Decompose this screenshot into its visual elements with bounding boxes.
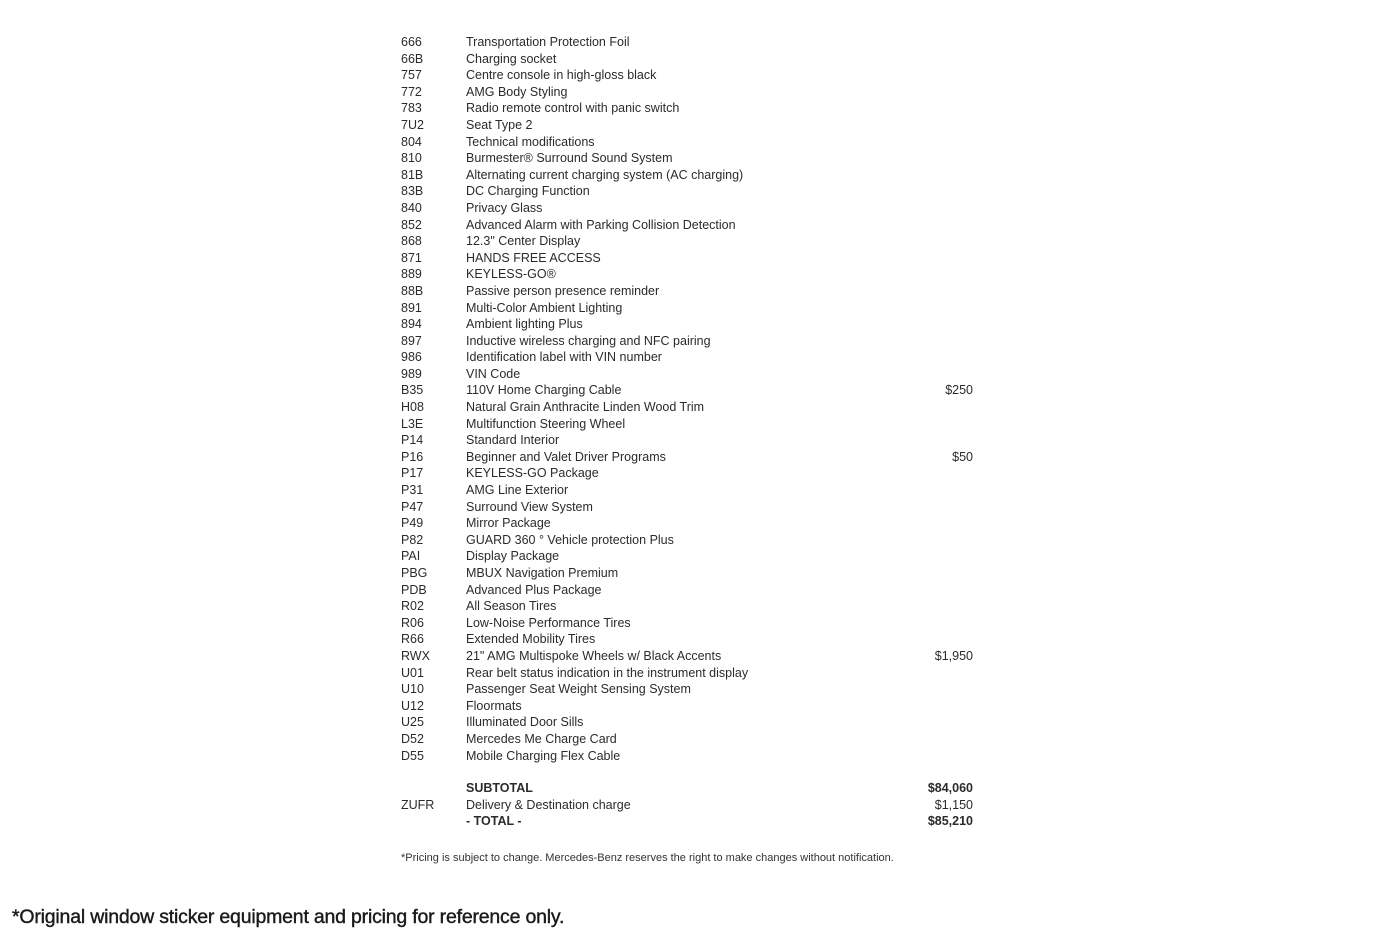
option-code: L3E bbox=[401, 416, 424, 431]
option-description: Radio remote control with panic switch bbox=[466, 101, 680, 116]
option-description: Mirror Package bbox=[466, 516, 551, 531]
option-description: Ambient lighting Plus bbox=[466, 317, 583, 332]
option-code: U12 bbox=[401, 698, 424, 713]
option-code: 666 bbox=[401, 35, 422, 49]
option-description: Delivery & Destination charge bbox=[466, 797, 631, 812]
option-code: RWX bbox=[401, 648, 430, 663]
option-row bbox=[401, 665, 976, 682]
option-code: U10 bbox=[401, 682, 424, 697]
option-row bbox=[401, 183, 976, 200]
option-description: Extended Mobility Tires bbox=[466, 632, 596, 647]
option-code: D52 bbox=[401, 731, 424, 746]
option-code: 810 bbox=[401, 151, 422, 166]
option-description: Mercedes Me Charge Card bbox=[466, 731, 617, 746]
option-row bbox=[401, 548, 976, 565]
option-description: Multi-Color Ambient Lighting bbox=[466, 300, 623, 315]
option-row bbox=[401, 117, 976, 134]
option-row bbox=[401, 499, 976, 516]
option-description: - TOTAL - bbox=[466, 814, 522, 829]
option-code: 772 bbox=[401, 84, 422, 99]
option-code: R66 bbox=[401, 632, 424, 647]
reference-note: *Original window sticker equipment and pricing for reference only. bbox=[12, 906, 565, 928]
option-code: 868 bbox=[401, 234, 422, 249]
option-row bbox=[401, 465, 976, 482]
option-row bbox=[401, 217, 976, 234]
option-code: 804 bbox=[401, 134, 422, 149]
option-row bbox=[401, 515, 976, 532]
option-description: Beginner and Valet Driver Programs bbox=[466, 449, 666, 464]
option-code: P31 bbox=[401, 483, 424, 498]
option-code: 891 bbox=[401, 300, 422, 315]
option-row bbox=[401, 283, 976, 300]
option-description: Inductive wireless charging and NFC pairing bbox=[466, 333, 711, 348]
option-description: Surround View System bbox=[466, 499, 593, 514]
option-code: 757 bbox=[401, 68, 422, 83]
option-row bbox=[401, 449, 976, 466]
option-row bbox=[401, 648, 976, 665]
option-price: $50 bbox=[952, 449, 973, 464]
option-description: SUBTOTAL bbox=[466, 781, 533, 796]
option-row bbox=[401, 100, 976, 117]
option-code: U25 bbox=[401, 715, 424, 730]
option-description: All Season Tires bbox=[466, 599, 557, 614]
option-description: Natural Grain Anthracite Linden Wood Trim bbox=[466, 400, 705, 415]
option-code: 871 bbox=[401, 250, 422, 265]
option-row bbox=[401, 34, 976, 51]
option-description: MBUX Navigation Premium bbox=[466, 566, 619, 580]
option-code: P14 bbox=[401, 433, 424, 448]
option-code: ZUFR bbox=[401, 797, 435, 812]
option-row bbox=[401, 731, 976, 748]
option-row bbox=[401, 532, 976, 549]
option-code: 7U2 bbox=[401, 117, 424, 132]
option-description: AMG Line Exterior bbox=[466, 483, 569, 498]
option-description: VIN Code bbox=[466, 366, 521, 381]
option-row bbox=[401, 681, 976, 698]
option-code: 81B bbox=[401, 167, 424, 182]
option-row bbox=[401, 200, 976, 217]
option-price: $84,060 bbox=[927, 781, 973, 796]
option-code: 894 bbox=[401, 317, 422, 332]
option-row bbox=[401, 266, 976, 283]
option-description: Illuminated Door Sills bbox=[466, 715, 584, 730]
option-row bbox=[401, 316, 976, 333]
option-description: DC Charging Function bbox=[466, 184, 590, 199]
option-code: 897 bbox=[401, 333, 422, 348]
option-code: PAI bbox=[401, 549, 421, 564]
option-row bbox=[401, 250, 976, 267]
option-code: 889 bbox=[401, 267, 422, 282]
option-description: Multifunction Steering Wheel bbox=[466, 416, 626, 431]
option-row bbox=[401, 349, 976, 366]
pricing-disclaimer: *Pricing is subject to change. Mercedes-Benz reserves the right to make changes without notification. bbox=[401, 852, 894, 864]
option-code: R06 bbox=[401, 615, 424, 630]
totals-row bbox=[401, 780, 976, 797]
option-description: HANDS FREE ACCESS bbox=[466, 250, 601, 265]
option-code: U01 bbox=[401, 665, 424, 680]
option-description: Low-Noise Performance Tires bbox=[466, 615, 631, 630]
option-row bbox=[401, 598, 976, 615]
option-description: Technical modifications bbox=[466, 134, 595, 149]
option-description: Centre console in high-gloss black bbox=[466, 68, 657, 83]
option-code: P47 bbox=[401, 499, 424, 514]
option-price: $85,210 bbox=[927, 814, 973, 829]
option-code: 66B bbox=[401, 51, 424, 66]
option-row bbox=[401, 366, 976, 383]
option-row bbox=[401, 482, 976, 499]
option-description: Seat Type 2 bbox=[466, 117, 533, 132]
option-row bbox=[401, 333, 976, 350]
option-description: Identification label with VIN number bbox=[466, 350, 662, 365]
option-row bbox=[401, 698, 976, 715]
totals-row bbox=[401, 797, 976, 814]
option-description: Floormats bbox=[466, 698, 522, 713]
option-row bbox=[401, 748, 976, 765]
option-code: 852 bbox=[401, 217, 422, 232]
option-row bbox=[401, 565, 976, 582]
option-code: P16 bbox=[401, 449, 424, 464]
option-description: Privacy Glass bbox=[466, 200, 543, 215]
option-row bbox=[401, 615, 976, 632]
option-row bbox=[401, 167, 976, 184]
option-code: 88B bbox=[401, 283, 424, 298]
option-description: Passive person presence reminder bbox=[466, 283, 660, 298]
option-code: PBG bbox=[401, 566, 428, 580]
option-description: 12.3" Center Display bbox=[466, 234, 581, 249]
option-row bbox=[401, 51, 976, 68]
totals-row bbox=[401, 813, 976, 830]
option-row bbox=[401, 582, 976, 599]
option-row bbox=[401, 84, 976, 101]
option-description: Passenger Seat Weight Sensing System bbox=[466, 682, 691, 697]
option-description: Mobile Charging Flex Cable bbox=[466, 748, 621, 763]
option-description: Alternating current charging system (AC charging) bbox=[466, 167, 744, 182]
option-code: H08 bbox=[401, 400, 424, 415]
option-row bbox=[401, 134, 976, 151]
options-list bbox=[401, 34, 976, 764]
option-code: R02 bbox=[401, 599, 424, 614]
option-description: Transportation Protection Foil bbox=[466, 35, 630, 49]
option-description: 21" AMG Multispoke Wheels w/ Black Accents bbox=[466, 648, 722, 663]
option-row bbox=[401, 714, 976, 731]
option-code: B35 bbox=[401, 383, 424, 398]
option-code: 840 bbox=[401, 200, 422, 215]
option-row bbox=[401, 300, 976, 317]
option-description: KEYLESS-GO Package bbox=[466, 466, 599, 481]
option-code: 986 bbox=[401, 350, 422, 365]
option-description: Advanced Plus Package bbox=[466, 582, 602, 597]
option-code: P49 bbox=[401, 516, 424, 531]
option-description: Advanced Alarm with Parking Collision Detection bbox=[466, 217, 736, 232]
option-code: P82 bbox=[401, 532, 424, 547]
option-code: 83B bbox=[401, 184, 424, 199]
option-description: Rear belt status indication in the instrument display bbox=[466, 665, 749, 680]
option-row bbox=[401, 416, 976, 433]
option-description: AMG Body Styling bbox=[466, 84, 568, 99]
option-row bbox=[401, 432, 976, 449]
option-code: P17 bbox=[401, 466, 424, 481]
option-description: KEYLESS-GO® bbox=[466, 267, 556, 282]
option-row bbox=[401, 67, 976, 84]
option-row bbox=[401, 631, 976, 648]
option-description: Standard Interior bbox=[466, 433, 560, 448]
window-sticker-sheet bbox=[401, 34, 976, 830]
option-row bbox=[401, 399, 976, 416]
option-code: 989 bbox=[401, 366, 422, 381]
option-code: PDB bbox=[401, 582, 427, 597]
option-price: $1,150 bbox=[934, 797, 973, 812]
option-code: D55 bbox=[401, 748, 424, 763]
option-description: GUARD 360 ° Vehicle protection Plus bbox=[466, 532, 674, 547]
option-row bbox=[401, 233, 976, 250]
option-description: 110V Home Charging Cable bbox=[466, 383, 622, 398]
option-description: Display Package bbox=[466, 549, 560, 564]
option-price: $250 bbox=[945, 383, 973, 398]
option-row bbox=[401, 382, 976, 399]
option-code: 783 bbox=[401, 101, 422, 116]
option-price: $1,950 bbox=[934, 648, 973, 663]
totals-section bbox=[401, 780, 976, 830]
option-description: Burmester® Surround Sound System bbox=[466, 151, 673, 166]
option-description: Charging socket bbox=[466, 51, 557, 66]
option-row bbox=[401, 150, 976, 167]
